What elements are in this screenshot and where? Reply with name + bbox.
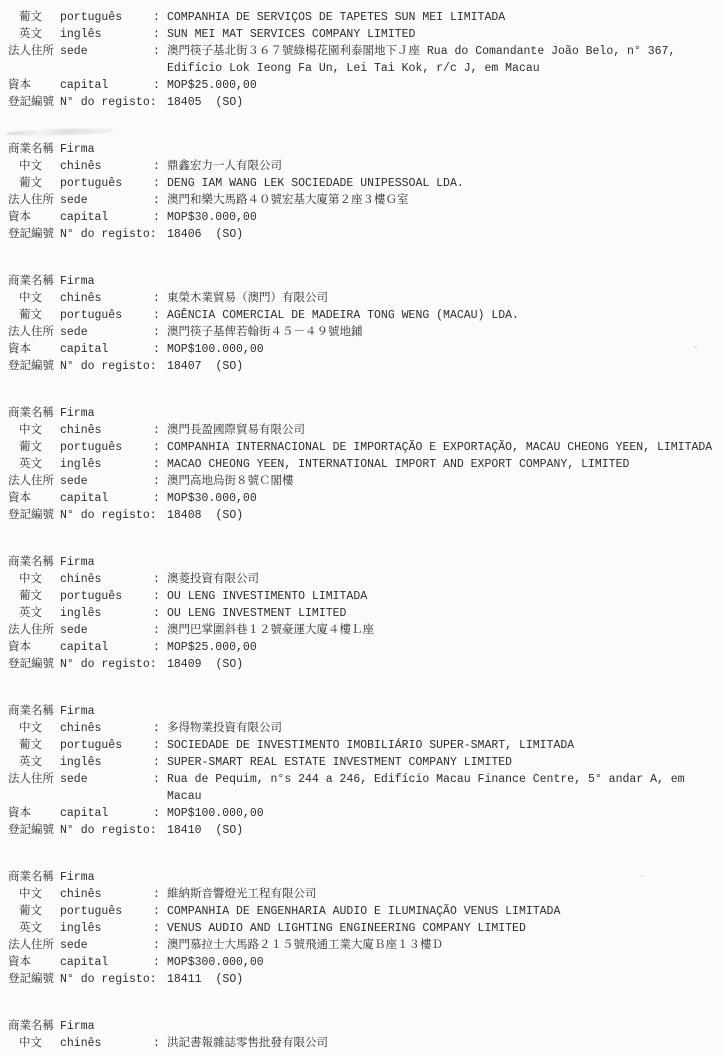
field-value: OU LENG INVESTMENT LIMITED [167, 607, 347, 620]
field-value: 澳門慕拉士大馬路２１５號飛通工業大廈Ｂ座１３樓Ｄ [167, 939, 443, 952]
colon-separator: : [153, 492, 160, 505]
field-value [167, 822, 716, 839]
entry-field-row [8, 341, 724, 358]
entry-field-row [8, 571, 724, 588]
label-zh: 資本 [8, 211, 31, 224]
field-value: 澳門長盈國際貿易有限公司 [167, 424, 305, 437]
field-value: 澳門筷子基北街３６７號綠楊花園利泰閣地下Ｊ座 Rua do Comandante João Belo, n° 367, Edifício Lok Ieong Fa Un, Lei Tai Kok, r/c J, em Macau [167, 45, 683, 75]
entry-header-row [8, 1018, 724, 1035]
colon-separator: : [153, 441, 160, 454]
entry-header-row [8, 273, 724, 290]
label-pt: N° do registo: [60, 228, 157, 241]
colon-separator: : [153, 905, 160, 918]
entry-header-row [8, 703, 724, 720]
label-pt: sede [60, 624, 88, 637]
label-zh: 中文 [19, 573, 42, 586]
label-zh: 法人住所 [8, 326, 54, 339]
label-pt: inglês [60, 458, 102, 471]
label-zh: 中文 [19, 292, 42, 305]
entry-field-row [8, 175, 724, 192]
company-entry [8, 273, 724, 375]
label-zh: 中文 [19, 722, 42, 735]
field-value [167, 656, 716, 673]
colon-separator: : [153, 177, 160, 190]
field-value: COMPANHIA INTERNACIONAL DE IMPORTAÇÃO E EXPORTAÇÃO, MACAU CHEONG YEEN, LIMITADA [167, 441, 713, 454]
field-value: MOP$300.000,00 [167, 956, 264, 969]
label-pt: sede [60, 45, 88, 58]
label-zh: 法人住所 [8, 939, 54, 952]
label-pt: inglês [60, 607, 102, 620]
registry-number: 18407 [167, 360, 202, 373]
field-value: 洪記書報雜誌零售批發有限公司 [167, 1037, 328, 1050]
entry-field-row [8, 1035, 724, 1052]
label-zh: 中文 [19, 424, 42, 437]
entry-field-row [8, 737, 724, 754]
registry-so-badge: (SO) [215, 228, 244, 241]
label-zh: 英文 [19, 458, 42, 471]
field-value: MOP$30.000,00 [167, 211, 257, 224]
label-pt: chinês [60, 722, 102, 735]
entry-registry-row [8, 226, 724, 243]
entry-registry-row [8, 971, 724, 988]
entry-field-row [8, 324, 724, 341]
label-pt: inglês [60, 756, 102, 769]
colon-separator: : [153, 343, 160, 356]
label-pt: capital [60, 211, 109, 224]
colon-separator: : [153, 756, 160, 769]
field-value: COMPANHIA DE ENGENHARIA AUDIO E ILUMINAÇÃO VENUS LIMITADA [167, 905, 561, 918]
label-pt: capital [60, 641, 109, 654]
label-zh: 法人住所 [8, 194, 54, 207]
label-zh: 中文 [19, 1037, 42, 1050]
entry-header-row [8, 141, 724, 158]
field-value: MACAO CHEONG YEEN, INTERNATIONAL IMPORT AND EXPORT COMPANY, LIMITED [167, 458, 630, 471]
label-pt: capital [60, 956, 109, 969]
label-pt: N° do registo: [60, 658, 157, 671]
label-zh: 資本 [8, 641, 31, 654]
label-pt: sede [60, 194, 88, 207]
company-entry [8, 554, 724, 673]
label-zh: 法人住所 [8, 773, 54, 786]
entry-field-row [8, 192, 724, 209]
colon-separator: : [153, 309, 160, 322]
label-zh: 葡文 [19, 309, 42, 322]
label-pt: N° do registo: [60, 96, 157, 109]
field-value: VENUS AUDIO AND LIGHTING ENGINEERING COMPANY LIMITED [167, 922, 526, 935]
field-value: MOP$25.000,00 [167, 79, 257, 92]
label-pt: Firma [60, 871, 95, 884]
label-pt: português [60, 905, 123, 918]
colon-separator: : [153, 211, 160, 224]
field-value: 鼎鑫宏力一人有限公司 [167, 160, 282, 173]
colon-separator: : [153, 1037, 160, 1050]
label-pt: sede [60, 326, 88, 339]
label-zh: 商業名稱 [8, 705, 54, 718]
field-value: 澳門高地烏街８號Ｃ閣樓 [167, 475, 294, 488]
label-pt: capital [60, 343, 109, 356]
field-value: SUPER-SMART REAL ESTATE INVESTMENT COMPANY LIMITED [167, 756, 513, 769]
label-zh: 葡文 [19, 177, 42, 190]
label-pt: N° do registo: [60, 509, 157, 522]
colon-separator: : [153, 922, 160, 935]
label-zh: 商業名稱 [8, 556, 54, 569]
field-value: MOP$100.000,00 [167, 807, 264, 820]
label-zh: 商業名稱 [8, 407, 54, 420]
colon-separator: : [153, 939, 160, 952]
entry-registry-row [8, 507, 724, 524]
company-entry [8, 1018, 724, 1052]
label-pt: chinês [60, 160, 102, 173]
entry-field-row [8, 209, 724, 226]
entry-field-row [8, 9, 724, 26]
label-zh: 資本 [8, 956, 31, 969]
entry-field-row [8, 439, 724, 456]
company-entry [8, 869, 724, 988]
label-pt: chinês [60, 888, 102, 901]
entry-registry-row [8, 94, 724, 111]
entry-field-row [8, 622, 724, 639]
label-zh: 資本 [8, 343, 31, 356]
company-entry [8, 405, 724, 524]
label-pt: português [60, 177, 123, 190]
label-pt: português [60, 739, 123, 752]
registry-so-badge: (SO) [215, 973, 244, 986]
registry-number: 18408 [167, 509, 202, 522]
colon-separator: : [153, 292, 160, 305]
label-zh: 葡文 [19, 441, 42, 454]
label-pt: sede [60, 939, 88, 952]
colon-separator: : [153, 160, 160, 173]
colon-separator: : [153, 888, 160, 901]
entry-field-row [8, 422, 724, 439]
label-zh: 中文 [19, 888, 42, 901]
label-pt: português [60, 309, 123, 322]
entry-registry-row [8, 656, 724, 673]
label-pt: capital [60, 807, 109, 820]
label-pt: Firma [60, 407, 95, 420]
field-value: 東榮木業貿易（澳門）有限公司 [167, 292, 328, 305]
label-pt: português [60, 11, 123, 24]
registry-number: 18405 [167, 96, 202, 109]
entry-field-row [8, 886, 724, 903]
label-zh: 商業名稱 [8, 143, 54, 156]
field-value: MOP$25.000,00 [167, 641, 257, 654]
registry-so-badge: (SO) [215, 824, 244, 837]
entry-header-row [8, 554, 724, 571]
label-zh: 登記編號 [8, 360, 54, 373]
colon-separator: : [153, 773, 160, 786]
colon-separator: : [153, 424, 160, 437]
label-zh: 登記編號 [8, 824, 54, 837]
registry-number: 18410 [167, 824, 202, 837]
colon-separator: : [153, 573, 160, 586]
company-entry [8, 9, 724, 111]
field-value: 澳門巴掌圍斜巷１２號豪運大廈４樓Ｌ座 [167, 624, 374, 637]
field-value: DENG IAM WANG LEK SOCIEDADE UNIPESSOAL LDA. [167, 177, 464, 190]
label-pt: Firma [60, 275, 95, 288]
label-pt: capital [60, 79, 109, 92]
field-value: 多得物業投資有限公司 [167, 722, 282, 735]
entry-field-row [8, 290, 724, 307]
company-entry [8, 141, 724, 243]
label-zh: 英文 [19, 28, 42, 41]
entry-field-row [8, 805, 724, 822]
colon-separator: : [153, 326, 160, 339]
colon-separator: : [153, 28, 160, 41]
label-zh: 商業名稱 [8, 1020, 54, 1033]
label-pt: capital [60, 492, 109, 505]
label-pt: chinês [60, 573, 102, 586]
label-zh: 商業名稱 [8, 871, 54, 884]
entry-field-row [8, 903, 724, 920]
label-zh: 法人住所 [8, 475, 54, 488]
label-zh: 登記編號 [8, 658, 54, 671]
label-zh: 法人住所 [8, 624, 54, 637]
field-value: MOP$30.000,00 [167, 492, 257, 505]
entry-field-row [8, 490, 724, 507]
entry-field-row [8, 937, 724, 954]
field-value: SUN MEI MAT SERVICES COMPANY LIMITED [167, 28, 416, 41]
label-pt: chinês [60, 292, 102, 305]
label-pt: inglês [60, 922, 102, 935]
entry-header-row [8, 405, 724, 422]
entry-field-row [8, 158, 724, 175]
label-zh: 英文 [19, 922, 42, 935]
colon-separator: : [153, 11, 160, 24]
field-value [167, 94, 716, 111]
label-pt: N° do registo: [60, 824, 157, 837]
label-pt: chinês [60, 1037, 102, 1050]
field-value [167, 971, 716, 988]
field-value: COMPANHIA DE SERVIÇOS DE TAPETES SUN MEI LIMITADA [167, 11, 506, 24]
entry-field-row [8, 605, 724, 622]
label-zh: 葡文 [19, 11, 42, 24]
label-pt: Firma [60, 1020, 95, 1033]
label-pt: N° do registo: [60, 360, 157, 373]
label-pt: Firma [60, 143, 95, 156]
entry-field-row [8, 720, 724, 737]
label-pt: português [60, 590, 123, 603]
registry-number: 18409 [167, 658, 202, 671]
label-zh: 登記編號 [8, 973, 54, 986]
colon-separator: : [153, 458, 160, 471]
colon-separator: : [153, 45, 160, 58]
field-value [167, 507, 716, 524]
entry-field-row [8, 456, 724, 473]
entry-header-row [8, 869, 724, 886]
field-value: OU LENG INVESTIMENTO LIMITADA [167, 590, 368, 603]
entry-field-row [8, 473, 724, 490]
registry-so-badge: (SO) [215, 509, 244, 522]
entry-field-row [8, 639, 724, 656]
field-value: 澳門筷子基俾若翰街４５－４９號地鋪 [167, 326, 363, 339]
label-pt: inglês [60, 28, 102, 41]
label-pt: chinês [60, 424, 102, 437]
label-zh: 英文 [19, 756, 42, 769]
colon-separator: : [153, 590, 160, 603]
label-zh: 登記編號 [8, 228, 54, 241]
field-value: 澳門和樂大馬路４０號宏基大廈第２座３樓Ｇ室 [167, 194, 409, 207]
colon-separator: : [153, 739, 160, 752]
label-zh: 商業名稱 [8, 275, 54, 288]
field-value: AGÊNCIA COMERCIAL DE MADEIRA TONG WENG (MACAU) LDA. [167, 309, 519, 322]
registry-so-badge: (SO) [215, 658, 244, 671]
label-zh: 葡文 [19, 590, 42, 603]
colon-separator: : [153, 475, 160, 488]
label-zh: 資本 [8, 492, 31, 505]
field-value: MOP$100.000,00 [167, 343, 264, 356]
entry-field-row [8, 954, 724, 971]
label-pt: Firma [60, 705, 95, 718]
label-zh: 中文 [19, 160, 42, 173]
field-value [167, 226, 716, 243]
company-entry [8, 703, 724, 839]
field-value: 澳菱投資有限公司 [167, 573, 259, 586]
entry-field-row [8, 43, 724, 77]
entry-registry-row [8, 358, 724, 375]
field-value: 維納斯音響燈光工程有限公司 [167, 888, 317, 901]
field-value: Rua de Pequim, n°s 244 a 246, Edifício Macau Finance Centre, 5° andar A, em Macau [167, 773, 692, 803]
label-zh: 葡文 [19, 905, 42, 918]
label-pt: Firma [60, 556, 95, 569]
colon-separator: : [153, 807, 160, 820]
entry-field-row [8, 26, 724, 43]
field-value: SOCIEDADE DE INVESTIMENTO IMOBILIÁRIO SUPER-SMART, LIMITADA [167, 739, 575, 752]
entry-field-row [8, 754, 724, 771]
registry-so-badge: (SO) [215, 360, 244, 373]
colon-separator: : [153, 722, 160, 735]
label-zh: 登記編號 [8, 96, 54, 109]
label-pt: sede [60, 475, 88, 488]
label-zh: 葡文 [19, 739, 42, 752]
colon-separator: : [153, 956, 160, 969]
colon-separator: : [153, 194, 160, 207]
colon-separator: : [153, 607, 160, 620]
field-value [167, 358, 716, 375]
colon-separator: : [153, 641, 160, 654]
colon-separator: : [153, 79, 160, 92]
entry-field-row [8, 588, 724, 605]
label-zh: 英文 [19, 607, 42, 620]
registry-so-badge: (SO) [215, 96, 244, 109]
label-pt: sede [60, 773, 88, 786]
label-pt: português [60, 441, 123, 454]
entry-field-row [8, 307, 724, 324]
label-zh: 法人住所 [8, 45, 54, 58]
label-zh: 登記編號 [8, 509, 54, 522]
label-zh: 資本 [8, 807, 31, 820]
entry-registry-row [8, 822, 724, 839]
registry-number: 18406 [167, 228, 202, 241]
entry-field-row [8, 771, 724, 805]
registry-number: 18411 [167, 973, 202, 986]
label-zh: 資本 [8, 79, 31, 92]
colon-separator: : [153, 624, 160, 637]
entry-field-row [8, 920, 724, 937]
entry-field-row [8, 77, 724, 94]
label-pt: N° do registo: [60, 973, 157, 986]
